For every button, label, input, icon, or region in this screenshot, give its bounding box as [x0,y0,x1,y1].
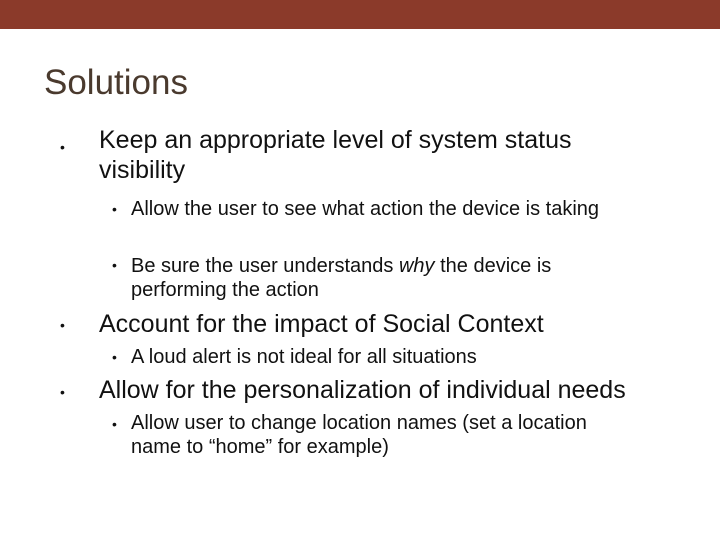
bullet-3-sub-1: Allow user to change location names (set a location name to “home” for example) [131,412,587,458]
bullet-1-sub-1: Allow the user to see what action the device is taking [131,198,600,220]
bullet-1-sub-2 [131,254,651,302]
bullet-marker: • [60,139,65,155]
bullet-marker: • [60,317,65,333]
sub-bullet-marker: • [112,257,117,273]
sub-bullet-marker: • [112,416,117,432]
bullet-3-text: Allow for the personalization of individual needs [99,376,626,404]
bullet-1-sub-2-emphasis: why [398,255,435,277]
bullet-1-sub-2-post: the device is performing the action [131,255,552,301]
bullet-1-text: Keep an appropriate level of system status visibility [99,126,572,184]
sub-bullet-marker: • [112,349,117,365]
top-accent-bar [0,0,720,29]
bullet-2-sub-1: A loud alert is not ideal for all situations [131,346,477,368]
sub-bullet-marker: • [112,201,117,217]
bullet-2-text: Account for the impact of Social Context [99,310,544,338]
bullet-1-sub-2-pre: Be sure the user understands [131,255,399,277]
slide-title: Solutions [44,63,188,102]
bullet-marker: • [60,384,65,400]
